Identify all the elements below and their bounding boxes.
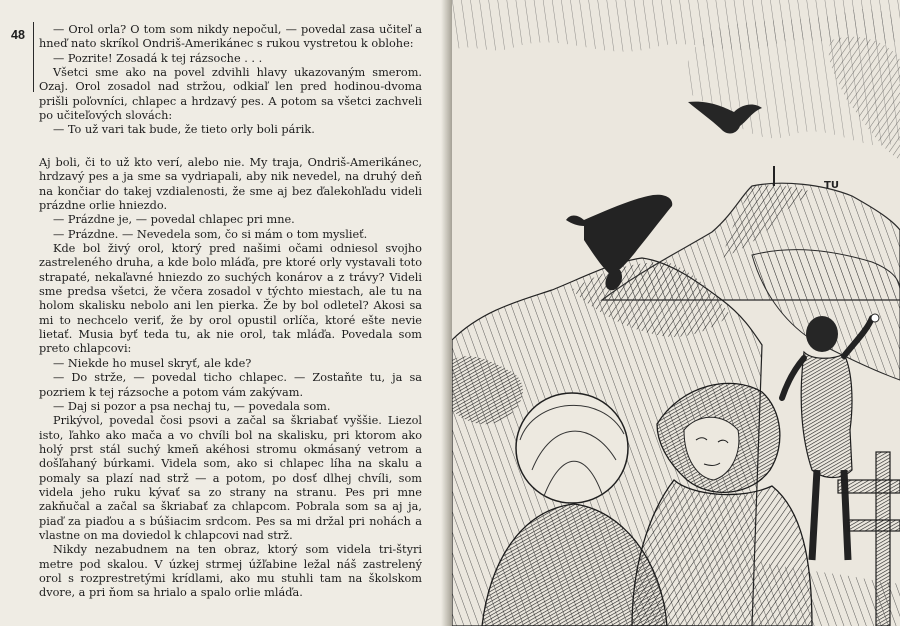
paragraph: — To už vari tak bude, že tieto orly boli párik. [53, 123, 315, 137]
cloud-sky [452, 0, 900, 160]
paragraph: — Pozrite! Zosadá k tej rázsoche . . . [53, 51, 263, 65]
margin-rule [33, 22, 34, 92]
paragraph: — Daj si pozor a psa nechaj tu, — povedala som. [53, 399, 331, 413]
paragraph: — Orol orla? O tom som nikdy nepočul, — povedal zasa učiteľ a hneď nato skríkol Ondriš-Amerikánec s rukou vystretou k oblohe: [39, 23, 422, 51]
paragraph: Aj boli, či to už kto verí, alebo nie. My traja, Ondriš-Amerikánec, hrdzavý pes a ja sme sa vydriapali, aby nik nevedel, na druhý deň na končiar do takej vzdialenosti, že sme aj bez ďalekohľadu videli prázdne orlie hniezdo. [39, 156, 422, 213]
left-page [0, 0, 447, 626]
page-number: 48 [11, 28, 25, 42]
paragraph: Všetci sme ako na povel zdvihli hlavy ukazovaným smerom. Ozaj. Orol zosadol nad stržou, odkiaľ len pred hodinou-dvoma prišli poľovníci, chlapec a hrdzavý pes. A potom sa všetci zachveli po učiteľových slovách: [39, 66, 422, 123]
paragraph: Kde bol živý orol, ktorý pred našimi očami odniesol svojho zastreleného druha, a kde bolo mláďa, pre ktoré orly vystavali toto strapaté, nekaľavné hniezdo zo suchých konárov a z trávy? Videli sme predsa všetci, že včera zosadol v týchto miestach, ale tu na holom skalisku nebolo ani len pierka. Že by bol odletel? Akosi sa mi to nechcelo veriť, že by orol opustil orlíča, ktoré ešte nevie lietať. Musia byť teda tu, ak nie orol, tak mláďa. Povedala som preto chlapcovi: [39, 242, 422, 356]
paragraph: Prikývol, povedal čosi psovi a začal sa škriabať vyššie. Liezol isto, ľahko ako mača a vo chvíli bol na skalisku, pri ktorom ako holý prst stál suchý kmeň akéhosi stromu okmásaný vetrom a došľahaný búrkami. Videla som, ako si chlapec líha na skalu a pomaly sa plazí nad strž — a potom, po dosť dlhej chvíli, som videla jeho ruku kývať sa zo strany na stranu. Pes pri mne zakňučal a začal sa škriabať za chlapcom. Pobrala som sa aj ja, piaď za piaďou a s búšiacim srdcom. Pes sa mi držal pri nohách a vlastne on ma doviedol k chlapcovi nad strž. [39, 414, 422, 542]
text-section-2 [39, 156, 422, 601]
paragraph: — Prázdne. — Nevedela som, čo si mám o tom myslieť. [53, 227, 368, 241]
paragraph: — Prázdne je, — povedal chlapec pri mne. [53, 213, 295, 227]
text-section-1 [39, 23, 422, 138]
peak-marking: TU [824, 180, 839, 191]
paragraph: — Niekde ho musel skryť, ale kde? [53, 356, 252, 370]
illustration [452, 0, 900, 626]
paragraph: Nikdy nezabudnem na ten obraz, ktorý som videla tri-štyri metre pod skalou. V úzkej strmej úžľabine ležal náš zastrelený orol s rozprestretými krídlami, ako mu stuhli tam na školskom dvore, a pri ňom sa hrialo a spalo orlie mláďa. [39, 543, 422, 600]
right-page [452, 0, 900, 626]
paragraph: — Do strže, — povedal tichо chlapec. — Zostaňte tu, ja sa pozriem k tej rázsoche a potom vám zakývam. [39, 371, 422, 399]
